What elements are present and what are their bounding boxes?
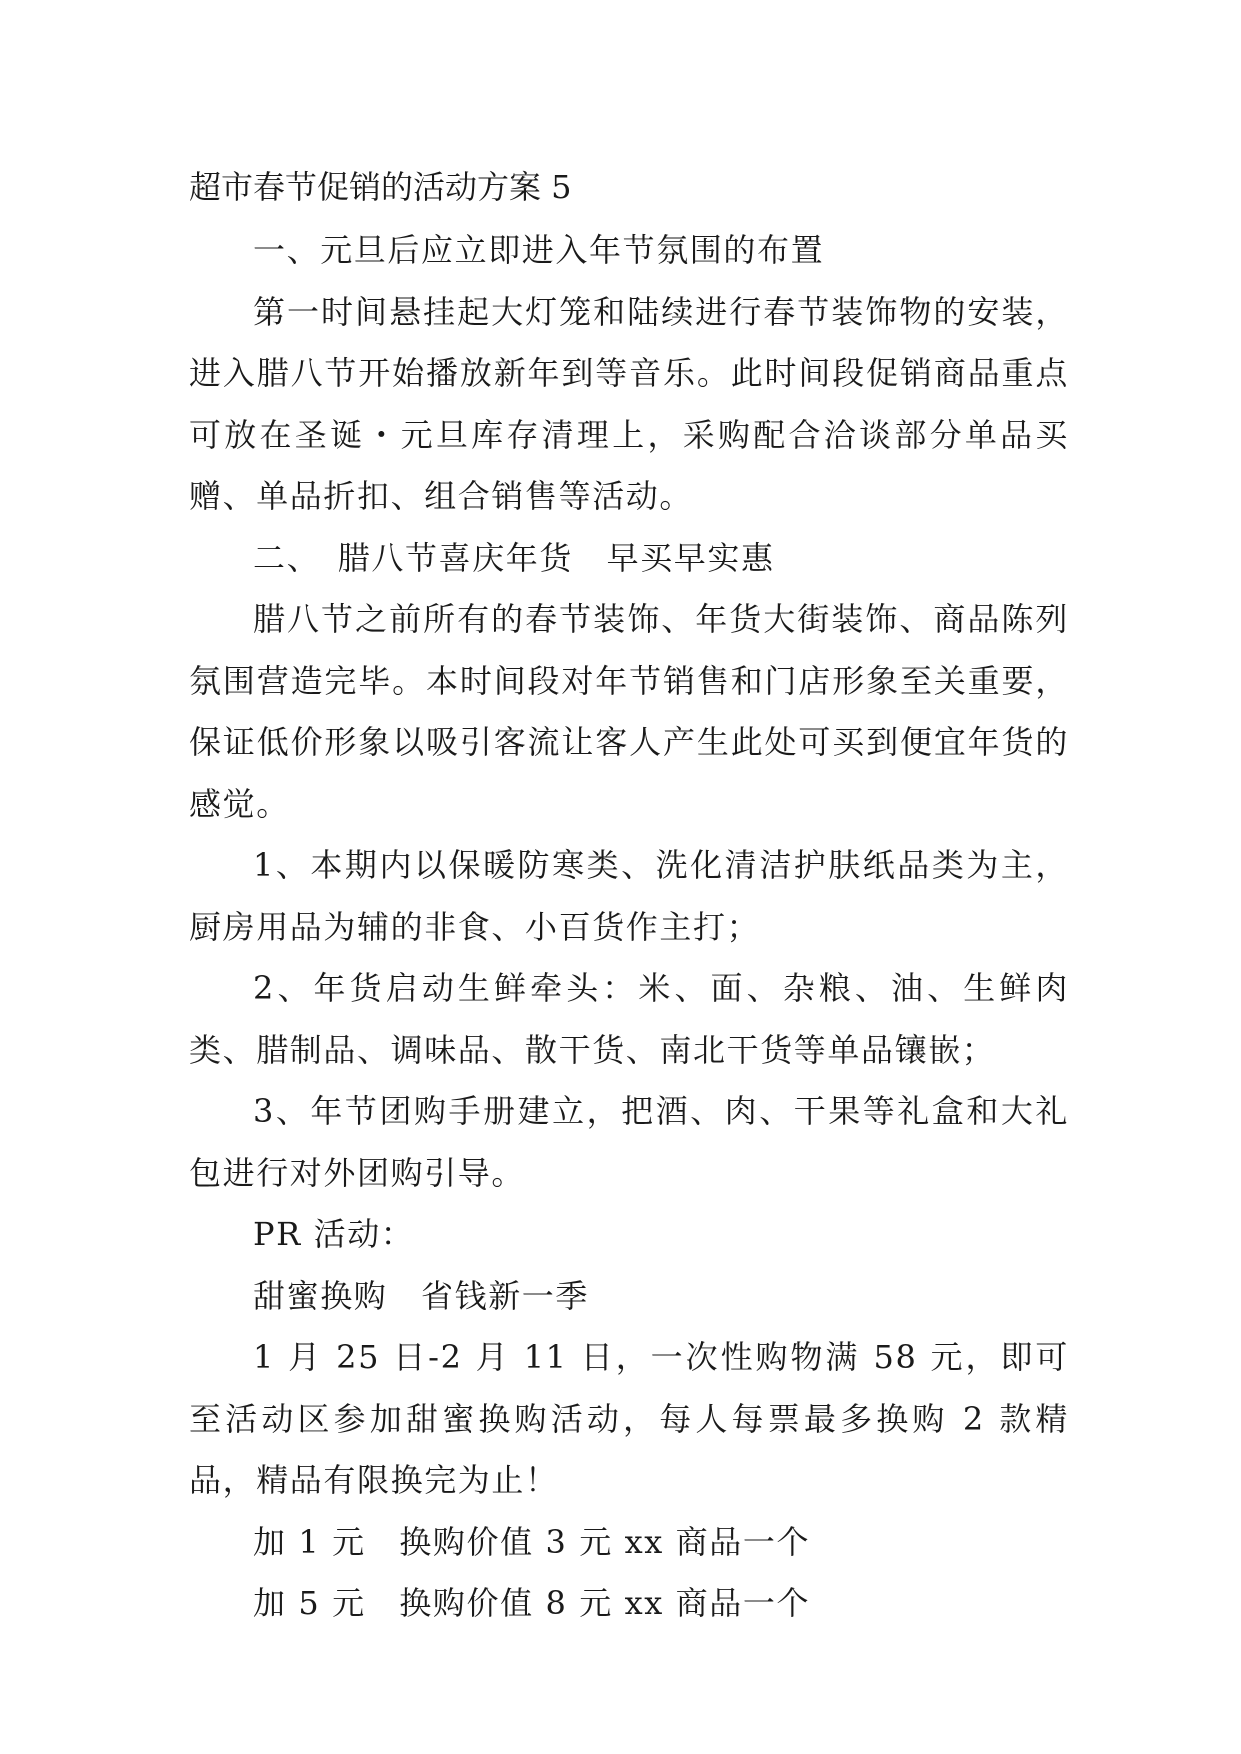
exchange-offer-1: 加 1 元 换购价值 3 元 xx 商品一个 bbox=[253, 1522, 811, 1561]
list-item-1: 1、本期内以保暖防寒类、洗化清洁护肤纸品类为主，厨房用品为辅的非食、小百货作主打； bbox=[189, 846, 1069, 946]
document-body bbox=[189, 220, 1069, 1635]
list-item-2: 2、年货启动生鲜牵头：米、面、杂粮、油、生鲜肉类、腊制品、调味品、散干货、南北干货等单品镶嵌； bbox=[189, 969, 1069, 1069]
section-heading-1: 一、元旦后应立即进入年节氛围的布置 bbox=[253, 231, 825, 269]
section-heading-2: 二、 腊八节喜庆年货 早买早实惠 bbox=[253, 538, 775, 577]
exchange-offer-2: 加 5 元 换购价值 8 元 xx 商品一个 bbox=[253, 1584, 811, 1622]
document-title: 超市春节促销的活动方案 5 bbox=[189, 168, 572, 206]
promo-details: 1 月 25 日-2 月 11 日，一次性购物满 58 元，即可至活动区参加甜蜜换购活动，每人每票最多换购 2 款精品，精品有限换完为止！ bbox=[189, 1338, 1069, 1499]
pr-heading: PR 活动： bbox=[253, 1215, 415, 1253]
promo-slogan: 甜蜜换购 省钱新一季 bbox=[253, 1276, 590, 1315]
body-paragraph: 第一时间悬挂起大灯笼和陆续进行春节装饰物的安装，进入腊八节开始播放新年到等音乐。此时间段促销商品重点可放在圣诞・元旦库存清理上，采购配合洽谈部分单品买赠、单品折扣、组合销售等活动。 bbox=[189, 292, 1069, 515]
list-item-3: 3、年节团购手册建立，把酒、肉、干果等礼盒和大礼包进行对外团购引导。 bbox=[189, 1092, 1069, 1192]
body-paragraph: 腊八节之前所有的春节装饰、年货大街装饰、商品陈列氛围营造完毕。本时间段对年节销售和门店形象至关重要，保证低价形象以吸引客流让客人产生此处可买到便宜年货的感觉。 bbox=[189, 600, 1069, 823]
